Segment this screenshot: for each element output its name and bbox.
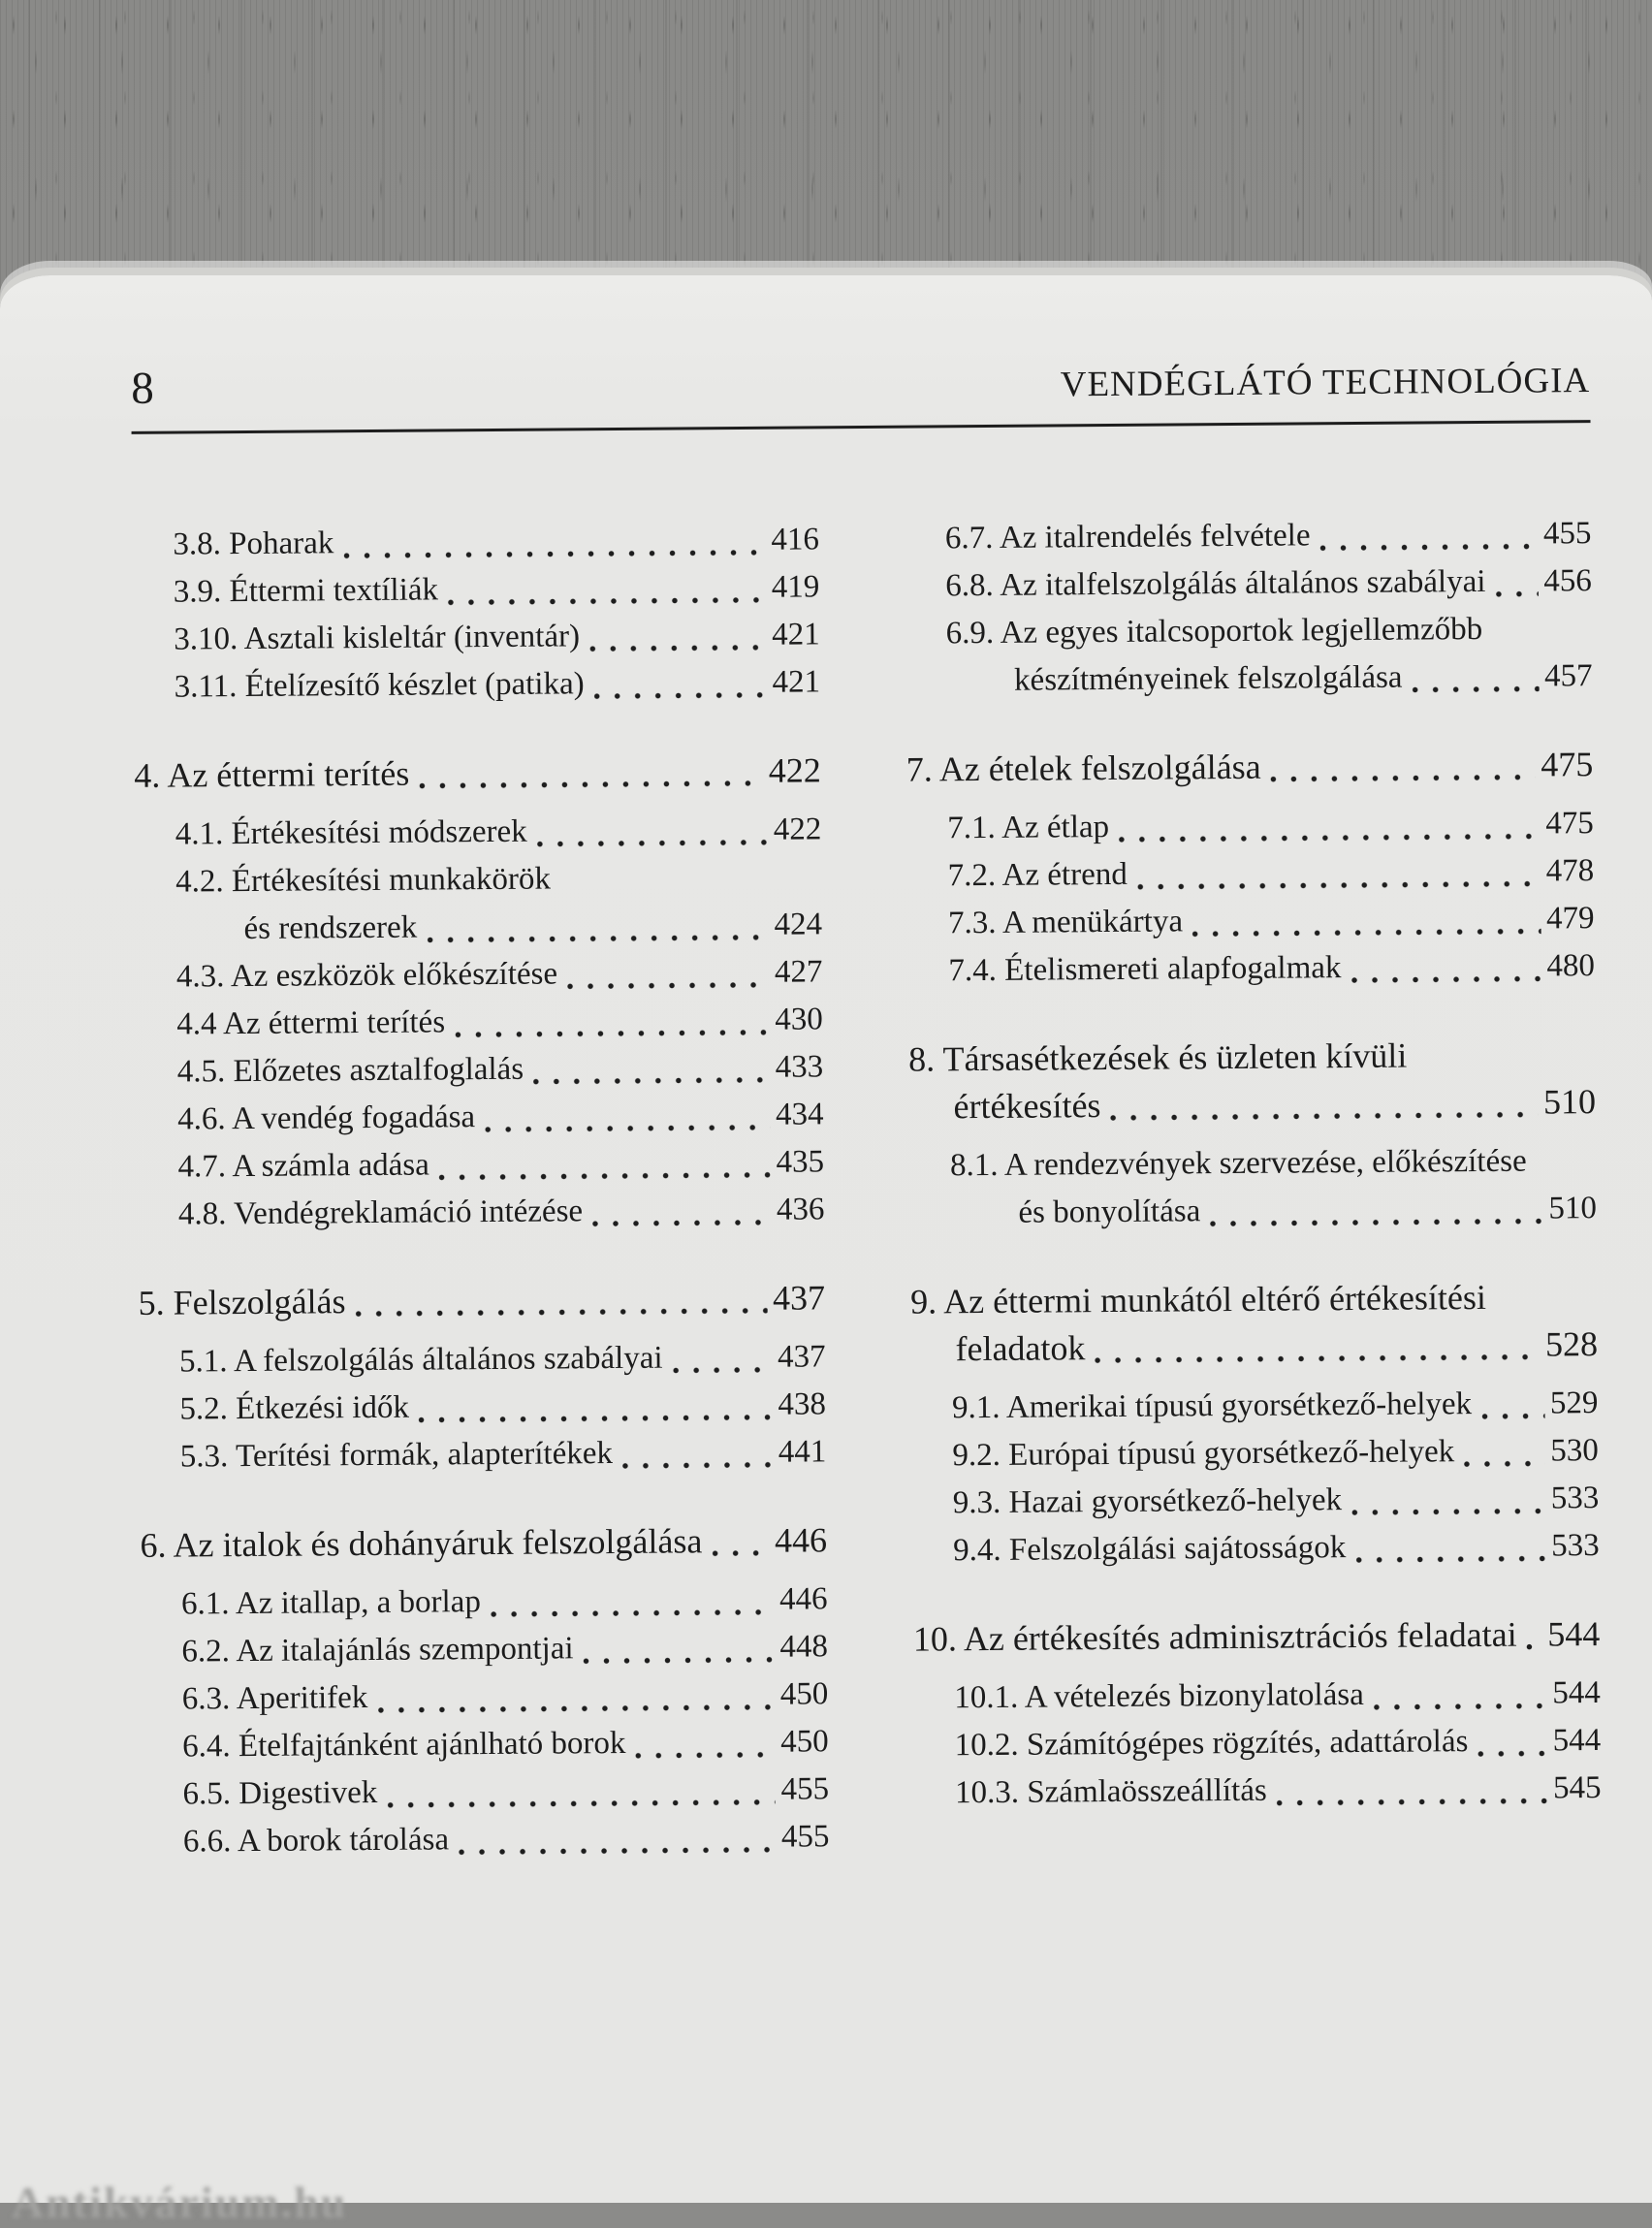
toc-page-number: 478 — [1545, 853, 1595, 889]
toc-line — [175, 853, 822, 906]
toc-line — [173, 516, 819, 568]
toc-line — [179, 1333, 826, 1385]
toc-label: 3.11. Ételízesítő készlet (patika) — [174, 666, 585, 705]
toc-entry — [133, 563, 820, 617]
toc-label: 6.5. Digestivek — [182, 1774, 378, 1812]
toc-entry — [136, 996, 823, 1049]
toc-entry — [138, 1186, 825, 1239]
toc-line — [176, 996, 823, 1048]
running-title: VENDÉGLÁTÓ TECHNOLÓGIA — [1060, 361, 1591, 405]
toc-page-number: 456 — [1543, 563, 1592, 599]
toc-entry — [139, 1333, 826, 1386]
toc-line — [175, 901, 822, 953]
toc-page-number: 475 — [1545, 806, 1594, 842]
leader-dots — [1271, 775, 1536, 782]
toc-line — [945, 510, 1592, 562]
antikvarium-watermark: Antikvárium.hu — [12, 2178, 348, 2227]
toc-label: 4.5. Előzetes asztalfoglalás — [176, 1051, 524, 1090]
leader-dots — [377, 1704, 774, 1713]
toc-entry — [132, 516, 819, 569]
toc-entry — [135, 853, 822, 954]
toc-page-number: 421 — [772, 664, 821, 700]
leader-dots — [622, 1462, 773, 1469]
toc-line — [179, 1381, 826, 1433]
toc-line — [952, 1380, 1599, 1432]
leader-dots — [533, 1077, 770, 1085]
toc-chapter — [134, 747, 821, 800]
toc-line — [183, 1813, 830, 1865]
toc-entry — [135, 806, 822, 859]
toc-label: 7.3. A menükártya — [947, 904, 1184, 941]
toc-label: 9.1. Amerikai típusú gyorsétkező-helyek — [951, 1386, 1473, 1426]
leader-dots — [589, 645, 766, 652]
toc-entry — [905, 557, 1592, 611]
leader-dots — [594, 692, 767, 699]
book-page — [0, 275, 1652, 2227]
leader-dots — [1137, 881, 1541, 890]
toc-label: 6.4. Ételfajtánként ajánlható borok — [182, 1725, 626, 1765]
toc-label: 7. Az ételek felszolgálása — [905, 747, 1261, 789]
toc-label: és bonyolítása — [1018, 1194, 1201, 1230]
toc-label: 4.6. A vendég fogadása — [176, 1099, 476, 1137]
toc-page-number: 434 — [775, 1097, 824, 1132]
leader-dots — [1277, 1798, 1547, 1805]
toc-column-left — [132, 516, 829, 1866]
toc-page-number: 533 — [1550, 1480, 1600, 1516]
toc-label: értékesítés — [953, 1086, 1101, 1127]
toc-label: 7.4. Ételismereti alapfogalmak — [948, 950, 1342, 989]
leader-dots — [459, 1847, 776, 1856]
toc-chapter — [906, 741, 1594, 794]
toc-label: 6. Az italok és dohányáruk felszolgálása — [140, 1521, 703, 1565]
toc-line — [177, 1091, 824, 1143]
leader-dots — [485, 1125, 770, 1132]
toc-page-number: 530 — [1550, 1433, 1599, 1469]
toc-page-number: 544 — [1552, 1675, 1601, 1711]
toc-page-number: 457 — [1543, 658, 1593, 694]
toc-line — [174, 563, 820, 616]
toc-label: 3.10. Asztali kisleltár (inventár) — [174, 619, 581, 657]
toc-entry — [912, 1522, 1600, 1576]
leader-dots — [1119, 834, 1540, 843]
toc-page-number: 437 — [777, 1339, 826, 1375]
toc-line — [955, 1717, 1602, 1769]
toc-page-number: 510 — [1542, 1082, 1597, 1122]
leader-dots — [455, 1030, 769, 1038]
toc-line — [952, 1427, 1599, 1480]
toc-line — [910, 1321, 1598, 1374]
toc-column-right — [905, 510, 1602, 1861]
toc-entry — [905, 605, 1593, 706]
toc-label: 6.7. Az italrendelés felvétele — [944, 518, 1311, 557]
toc-entry — [137, 1043, 824, 1097]
toc-page-number: 450 — [780, 1724, 829, 1760]
toc-page-number: 529 — [1549, 1385, 1599, 1421]
toc-label: 4.4 Az éttermi terítés — [176, 1004, 446, 1042]
toc-label: 7.1. Az étlap — [947, 810, 1110, 846]
leader-dots — [537, 840, 768, 847]
toc-label: 10.2. Számítógépes rögzítés, adattárolás — [954, 1724, 1469, 1764]
toc-entry — [133, 658, 820, 712]
toc-page-number: 455 — [780, 1819, 830, 1855]
toc-line — [946, 652, 1593, 705]
leader-dots — [1527, 1644, 1542, 1650]
toc-line — [945, 557, 1592, 610]
toc-line — [908, 1031, 1596, 1084]
toc-entry — [137, 1138, 824, 1192]
toc-page-number: 419 — [771, 569, 820, 605]
leader-dots — [1464, 1460, 1544, 1467]
toc-chapter — [908, 1031, 1596, 1131]
toc-page-number: 480 — [1546, 948, 1596, 984]
toc-label: 5. Felszolgálás — [138, 1282, 346, 1322]
page-content — [131, 355, 1602, 1866]
leader-dots — [1210, 1218, 1542, 1226]
toc-label: 9.2. Európai típusú gyorsétkező-helyek — [952, 1434, 1455, 1474]
toc-line — [177, 1138, 824, 1191]
toc-page-number: 438 — [778, 1386, 827, 1422]
toc-page-number: 435 — [776, 1144, 825, 1180]
toc-line — [174, 658, 820, 711]
toc-entry — [139, 1381, 826, 1434]
leader-dots — [673, 1367, 773, 1374]
leader-dots — [1477, 1750, 1546, 1757]
toc-page-number: 422 — [773, 812, 822, 847]
leader-dots — [387, 1799, 775, 1808]
leader-dots — [1496, 591, 1539, 597]
toc-line — [946, 605, 1593, 657]
toc-label: 4.8. Vendégreklamáció intézése — [177, 1194, 584, 1232]
toc-entry — [914, 1717, 1602, 1770]
leader-dots — [448, 597, 766, 606]
toc-line — [955, 1765, 1602, 1817]
toc-entry — [141, 1576, 828, 1629]
toc-line — [134, 747, 821, 800]
toc-entry — [911, 1380, 1599, 1433]
toc-line — [910, 1273, 1598, 1326]
toc-label: 4.1. Értékesítési módszerek — [175, 813, 527, 852]
toc-chapter — [140, 1516, 827, 1570]
toc-label: 4.3. Az eszközök előkészítése — [175, 956, 558, 995]
toc-page-number: 436 — [776, 1192, 825, 1227]
toc-line — [181, 1623, 828, 1675]
toc-label: és rendszerek — [243, 909, 418, 947]
toc-page-number: 433 — [775, 1049, 824, 1085]
toc-line — [947, 800, 1594, 852]
toc-chapter — [138, 1274, 825, 1327]
toc-label: 10.3. Számlaösszeállítás — [954, 1772, 1267, 1811]
toc-entry — [906, 800, 1594, 853]
toc-entry — [912, 1475, 1600, 1528]
toc-line — [953, 1475, 1600, 1527]
toc-label: 6.1. Az itallap, a borlap — [180, 1584, 482, 1622]
leader-dots — [567, 982, 769, 990]
toc-page-number: 422 — [768, 750, 821, 790]
leader-dots — [419, 1415, 773, 1423]
leader-dots — [592, 1220, 771, 1226]
toc-label: 5.2. Étkezési idők — [179, 1389, 410, 1427]
toc-label: 5.3. Terítési formák, alapterítékek — [179, 1436, 614, 1475]
toc-entry — [136, 948, 823, 1002]
toc-entry — [140, 1428, 827, 1481]
toc-line — [177, 1043, 824, 1096]
toc-line — [953, 1522, 1600, 1575]
leader-dots — [1320, 544, 1538, 552]
leader-dots — [491, 1609, 774, 1617]
leader-dots — [439, 1172, 771, 1181]
toc-line — [947, 847, 1594, 900]
toc-page-number: 475 — [1541, 745, 1594, 784]
leader-dots — [419, 780, 763, 789]
toc-page-number: 427 — [774, 954, 823, 990]
toc-line — [182, 1671, 829, 1723]
toc-line — [180, 1428, 827, 1480]
toc-line — [176, 948, 823, 1001]
leader-dots — [1481, 1413, 1544, 1419]
toc-columns — [132, 510, 1602, 1866]
toc-entry — [133, 611, 820, 664]
toc-page-number: 446 — [778, 1581, 828, 1617]
toc-page-number: 416 — [771, 522, 820, 557]
toc-line — [178, 1186, 825, 1238]
toc-line — [175, 806, 822, 858]
toc-label: 3.8. Poharak — [173, 525, 334, 562]
leader-dots — [1351, 1508, 1545, 1515]
toc-label: 8. Társasétkezések és üzleten kívüli — [908, 1035, 1408, 1079]
toc-label: 8.1. A rendezvények szervezése, előkészítése — [949, 1143, 1527, 1184]
toc-line — [140, 1516, 827, 1570]
toc-chapter — [913, 1610, 1601, 1664]
toc-label: 10. Az értékesítés adminisztrációs feladatai — [912, 1614, 1517, 1659]
toc-page-number: 479 — [1545, 901, 1595, 937]
toc-label: 4.2. Értékesítési munkakörök — [175, 861, 552, 900]
toc-line — [913, 1610, 1601, 1664]
toc-label: 9.3. Hazai gyorsétkező-helyek — [952, 1482, 1343, 1521]
toc-entry — [909, 1137, 1597, 1238]
toc-line — [182, 1766, 829, 1818]
toc-label: 6.6. A borok tárolása — [182, 1822, 450, 1860]
toc-chapter — [910, 1273, 1598, 1374]
leader-dots — [1355, 1555, 1545, 1563]
toc-label: 4.7. A számla adása — [177, 1147, 429, 1185]
toc-line — [181, 1576, 828, 1628]
toc-entry — [137, 1091, 824, 1144]
toc-line — [950, 1137, 1597, 1190]
toc-label: 6.2. Az italajánlás szempontjai — [181, 1631, 574, 1670]
leader-dots — [427, 935, 768, 943]
toc-entry — [141, 1623, 828, 1676]
toc-entry — [906, 847, 1594, 901]
toc-label: 9. Az éttermi munkától eltérő értékesítési — [909, 1277, 1487, 1321]
leader-dots — [1374, 1703, 1547, 1709]
leader-dots — [1111, 1112, 1539, 1121]
toc-page-number: 544 — [1552, 1723, 1602, 1759]
leader-dots — [1351, 976, 1541, 984]
toc-page-number: 528 — [1544, 1324, 1599, 1364]
toc-page-number: 446 — [774, 1520, 828, 1560]
toc-page-number: 424 — [774, 907, 823, 942]
toc-entry — [142, 1671, 829, 1724]
leader-dots — [1413, 686, 1540, 693]
leader-dots — [343, 550, 765, 558]
toc-label: 5.1. A felszolgálás általános szabályai — [178, 1340, 663, 1380]
toc-line — [954, 1670, 1601, 1722]
toc-page-number: 437 — [772, 1278, 826, 1318]
toc-entry — [143, 1813, 830, 1866]
toc-label: 6.9. Az egyes italcsoportok legjellemzőbb — [945, 611, 1483, 652]
toc-page-number: 455 — [780, 1771, 830, 1807]
toc-line — [950, 1185, 1597, 1237]
toc-entry — [142, 1718, 829, 1771]
toc-entry — [907, 942, 1595, 996]
leader-dots — [636, 1752, 776, 1759]
toc-label: 7.2. Az étrend — [947, 856, 1128, 894]
page-header — [131, 355, 1590, 412]
leader-dots — [1192, 929, 1541, 938]
toc-line — [138, 1274, 825, 1327]
toc-entry — [142, 1766, 829, 1819]
toc-line — [948, 942, 1595, 995]
toc-entry — [907, 895, 1595, 948]
toc-page-number: 533 — [1550, 1528, 1600, 1564]
toc-page-number: 455 — [1542, 516, 1592, 552]
toc-page-number: 544 — [1547, 1614, 1601, 1654]
toc-label: 9.4. Felszolgálási sajátosságok — [953, 1530, 1347, 1569]
toc-page-number: 421 — [772, 617, 820, 652]
leader-dots — [356, 1308, 768, 1317]
toc-label: 3.9. Éttermi textíliák — [173, 572, 439, 610]
toc-page-number: 545 — [1552, 1770, 1602, 1806]
toc-label: feladatok — [955, 1328, 1086, 1369]
leader-dots — [1096, 1354, 1541, 1364]
toc-entry — [911, 1427, 1599, 1480]
toc-page-number: 450 — [779, 1676, 829, 1712]
toc-entry — [914, 1765, 1602, 1818]
toc-page-number: 441 — [778, 1434, 827, 1470]
toc-page-number: 448 — [779, 1629, 829, 1665]
toc-label: 6.3. Aperitifek — [181, 1680, 368, 1717]
toc-entry — [913, 1670, 1601, 1723]
toc-page-number: 430 — [775, 1002, 823, 1037]
toc-line — [182, 1718, 829, 1770]
toc-label: 6.8. Az italfelszolgálás általános szabályai — [945, 563, 1486, 604]
toc-label: 4. Az éttermi terítés — [134, 753, 410, 795]
leader-dots — [584, 1657, 775, 1665]
page-number: 8 — [130, 363, 154, 414]
toc-label: készítményeinek felszolgálása — [1013, 659, 1403, 698]
leader-dots — [712, 1550, 769, 1556]
toc-line — [908, 1078, 1596, 1131]
toc-page-number: 510 — [1548, 1191, 1598, 1226]
toc-entry — [905, 510, 1592, 563]
header-rule — [132, 420, 1591, 434]
toc-label: 10.1. A vételezés bizonylatolása — [954, 1676, 1364, 1716]
toc-line — [174, 611, 820, 663]
toc-line — [906, 741, 1594, 794]
toc-line — [948, 895, 1595, 947]
